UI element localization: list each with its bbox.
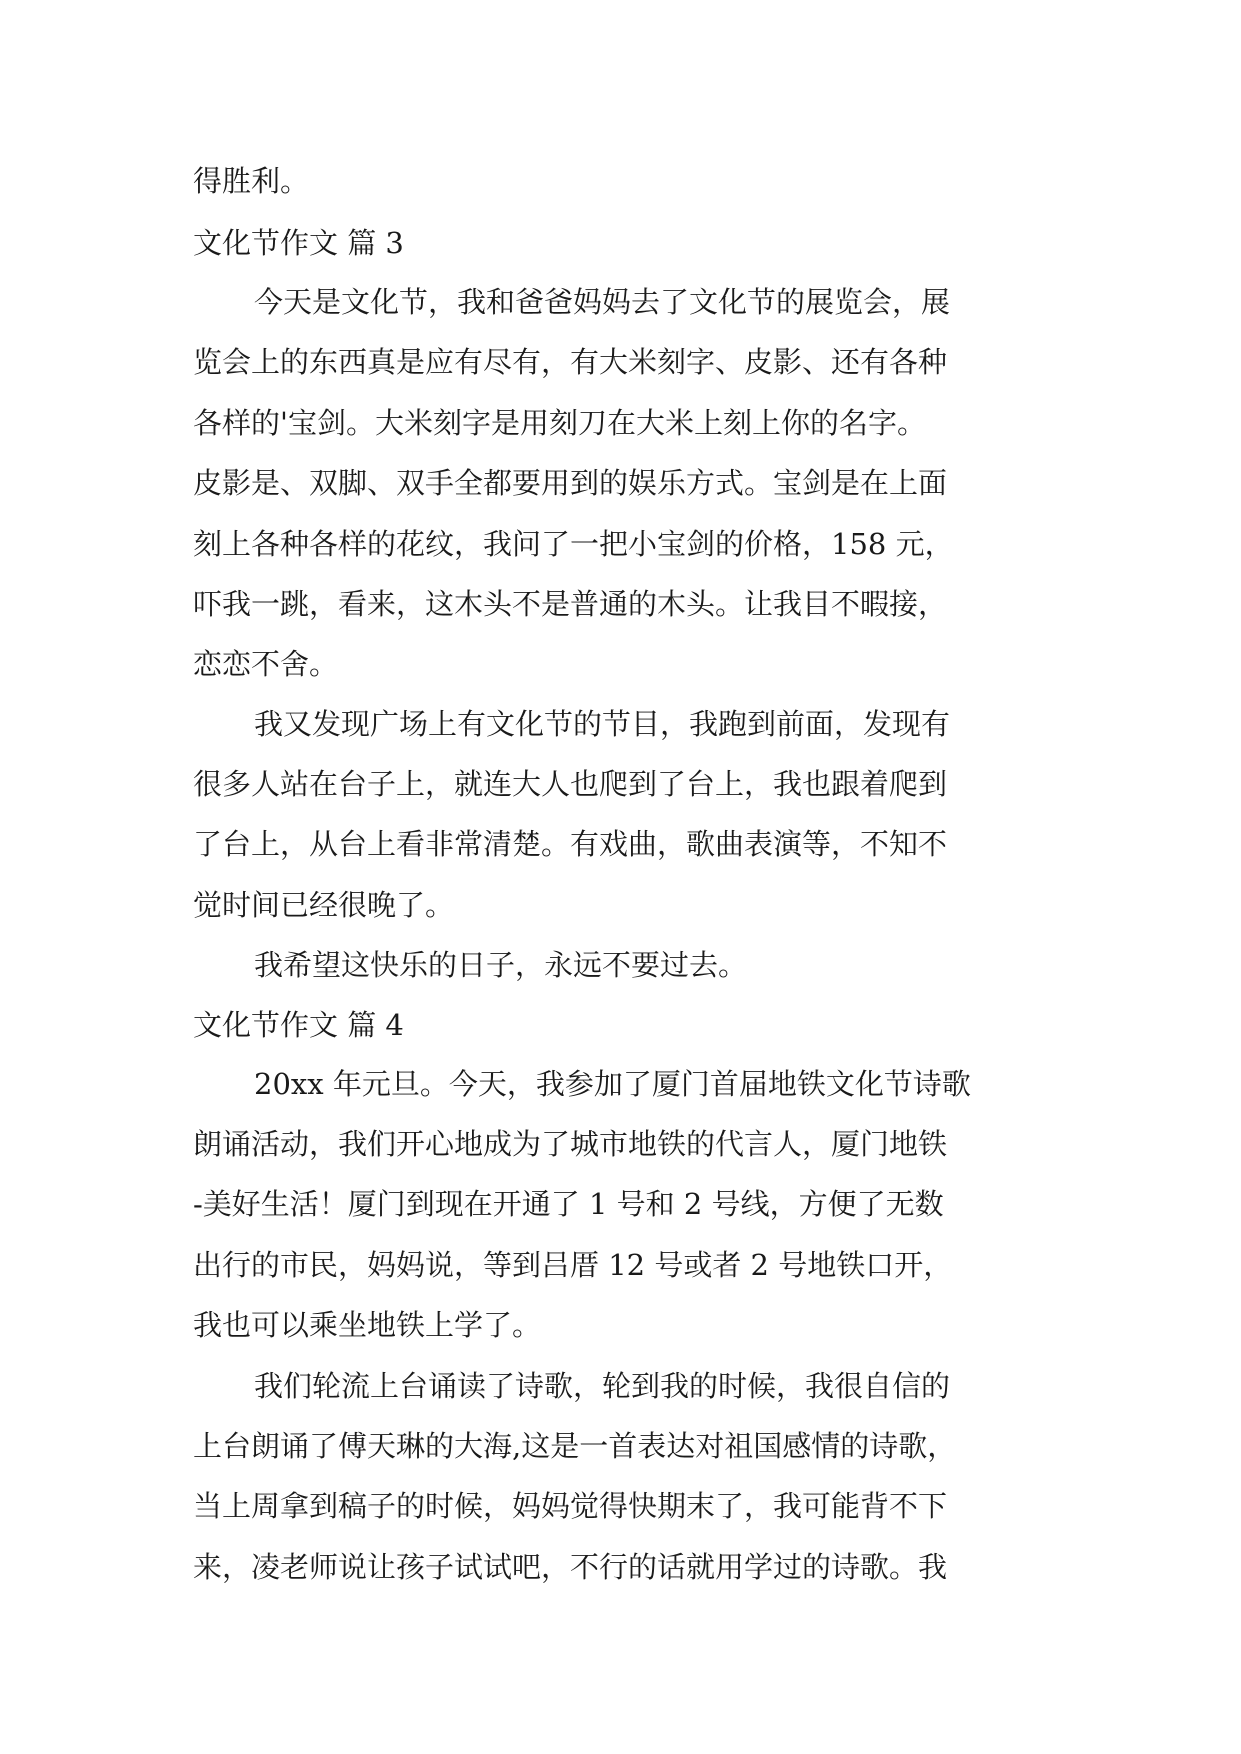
paragraph-line: 得胜利。 — [193, 164, 310, 198]
paragraph-line: 今天是文化节，我和爸爸妈妈去了文化节的展览会，展 — [254, 285, 951, 319]
paragraph-line: 恋恋不舍。 — [193, 647, 339, 681]
paragraph-line: 20xx 年元旦。今天，我参加了厦门首届地铁文化节诗歌 — [254, 1067, 971, 1101]
paragraph-line: 我希望这快乐的日子，永远不要过去。 — [254, 948, 748, 982]
paragraph-line: 皮影是、双脚、双手全都要用到的娱乐方式。宝剑是在上面 — [193, 466, 948, 500]
paragraph-line: 览会上的东西真是应有尽有，有大米刻字、皮影、还有各种 — [193, 345, 948, 379]
section-heading: 文化节作文 篇 4 — [193, 1008, 404, 1042]
paragraph-line: 朗诵活动，我们开心地成为了城市地铁的代言人，厦门地铁 — [193, 1127, 948, 1161]
paragraph-line: 刻上各种各样的花纹，我问了一把小宝剑的价格，158 元， — [193, 527, 954, 561]
paragraph-line: 各样的'宝剑。大米刻字是用刻刀在大米上刻上你的名字。 — [193, 406, 926, 440]
paragraph-line: 吓我一跳，看来，这木头不是普通的木头。让我目不暇接， — [193, 587, 948, 621]
paragraph-line: 上台朗诵了傅天琳的大海,这是一首表达对祖国感情的诗歌， — [193, 1429, 957, 1463]
paragraph-line: 我又发现广场上有文化节的节目，我跑到前面，发现有 — [254, 707, 951, 741]
paragraph-line: 来，凌老师说让孩子试试吧，不行的话就用学过的诗歌。我 — [193, 1550, 948, 1584]
paragraph-line: 了台上，从台上看非常清楚。有戏曲，歌曲表演等，不知不 — [193, 827, 948, 861]
paragraph-line: 我也可以乘坐地铁上学了。 — [193, 1308, 542, 1342]
paragraph-line: 觉时间已经很晚了。 — [193, 888, 455, 922]
paragraph-line: 出行的市民，妈妈说，等到吕厝 12 号或者 2 号地铁口开， — [193, 1248, 953, 1282]
paragraph-line: 我们轮流上台诵读了诗歌，轮到我的时候，我很自信的 — [254, 1369, 951, 1403]
paragraph-line: -美好生活！厦门到现在开通了 1 号和 2 号线，方便了无数 — [193, 1187, 944, 1221]
paragraph-line: 很多人站在台子上，就连大人也爬到了台上，我也跟着爬到 — [193, 767, 948, 801]
paragraph-line: 当上周拿到稿子的时候，妈妈觉得快期末了，我可能背不下 — [193, 1489, 948, 1523]
section-heading: 文化节作文 篇 3 — [193, 226, 404, 260]
